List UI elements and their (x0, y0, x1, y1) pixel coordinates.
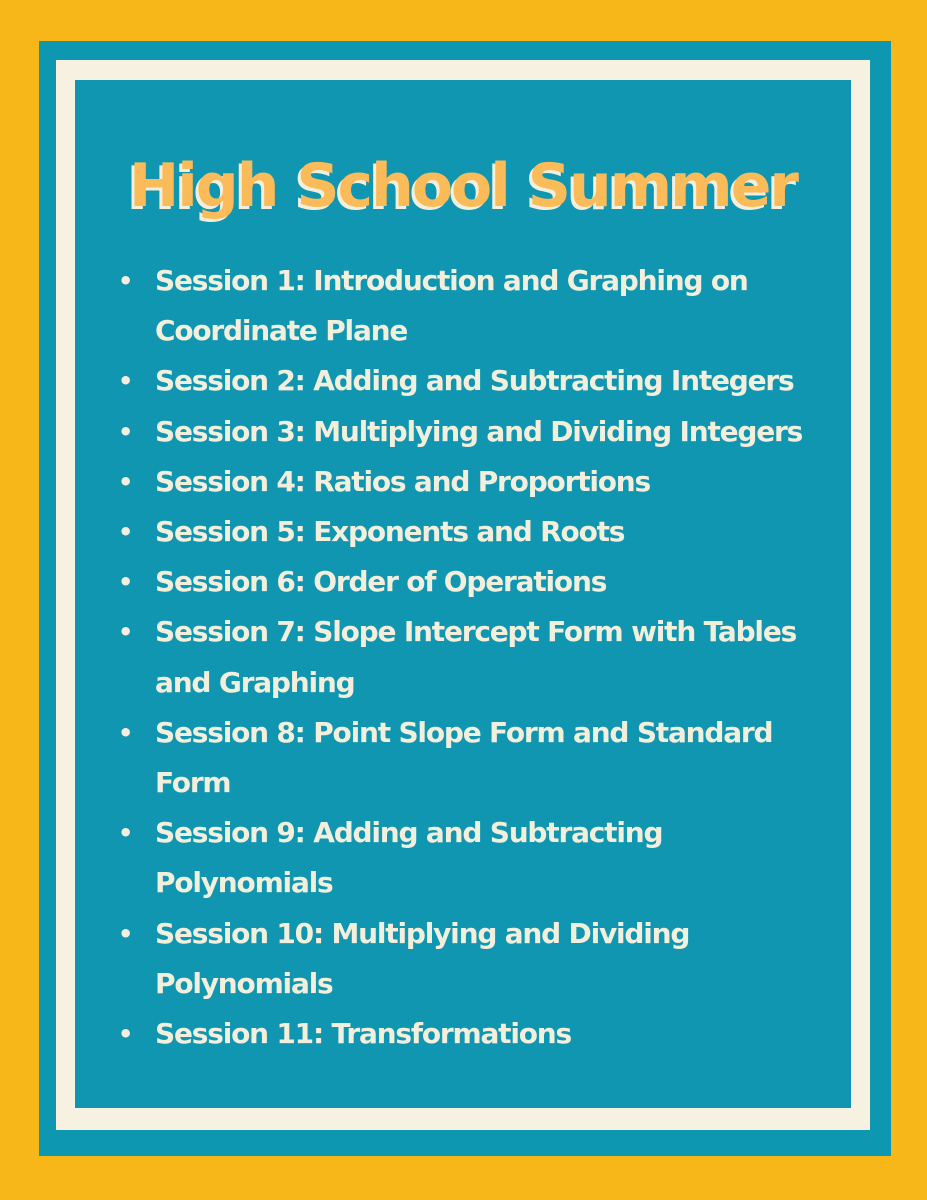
session-item (118, 808, 853, 908)
session-item (118, 1009, 853, 1059)
flyer-title: High School Summer (129, 151, 797, 221)
bullet-icon: • (118, 267, 134, 295)
session-item (118, 507, 853, 557)
session-text: Session 9: Adding and Subtracting Polynomials (155, 816, 663, 900)
session-item (118, 607, 853, 707)
session-item (118, 356, 853, 406)
session-text: Session 4: Ratios and Proportions (155, 464, 651, 498)
bullet-icon: • (118, 367, 134, 396)
session-text: Session 11: Transformations (155, 1017, 571, 1051)
session-text: Session 7: Slope Intercept Form with Tables and Graphing (155, 615, 797, 699)
session-text: Session 5: Exponents and Roots (155, 515, 625, 549)
session-item (118, 457, 853, 507)
session-text: Session 6: Order of Operations (155, 565, 607, 599)
bullet-icon: • (118, 467, 134, 496)
bullet-icon: • (118, 417, 134, 446)
bullet-icon: • (118, 568, 134, 597)
session-text: Session 1: Introduction and Graphing on Coordinate Plane (155, 264, 748, 348)
session-text: Session 8: Point Slope Form and Standard Form (155, 715, 773, 800)
session-list (118, 256, 853, 1059)
session-item (118, 909, 853, 1009)
session-item (118, 256, 853, 356)
bullet-icon: • (118, 1020, 134, 1049)
session-text: Session 2: Adding and Subtracting Integers (155, 364, 794, 398)
bullet-icon: • (118, 618, 134, 647)
session-item (118, 557, 853, 607)
session-text: Session 10: Multiplying and Dividing Polynomials (155, 916, 690, 1000)
session-text: Session 3: Multiplying and Dividing Integers (155, 414, 803, 448)
bullet-icon: • (118, 819, 134, 848)
bullet-icon: • (118, 718, 134, 747)
bullet-icon: • (118, 919, 134, 948)
session-item (118, 407, 853, 457)
session-item (118, 708, 853, 808)
bullet-icon: • (118, 518, 134, 547)
